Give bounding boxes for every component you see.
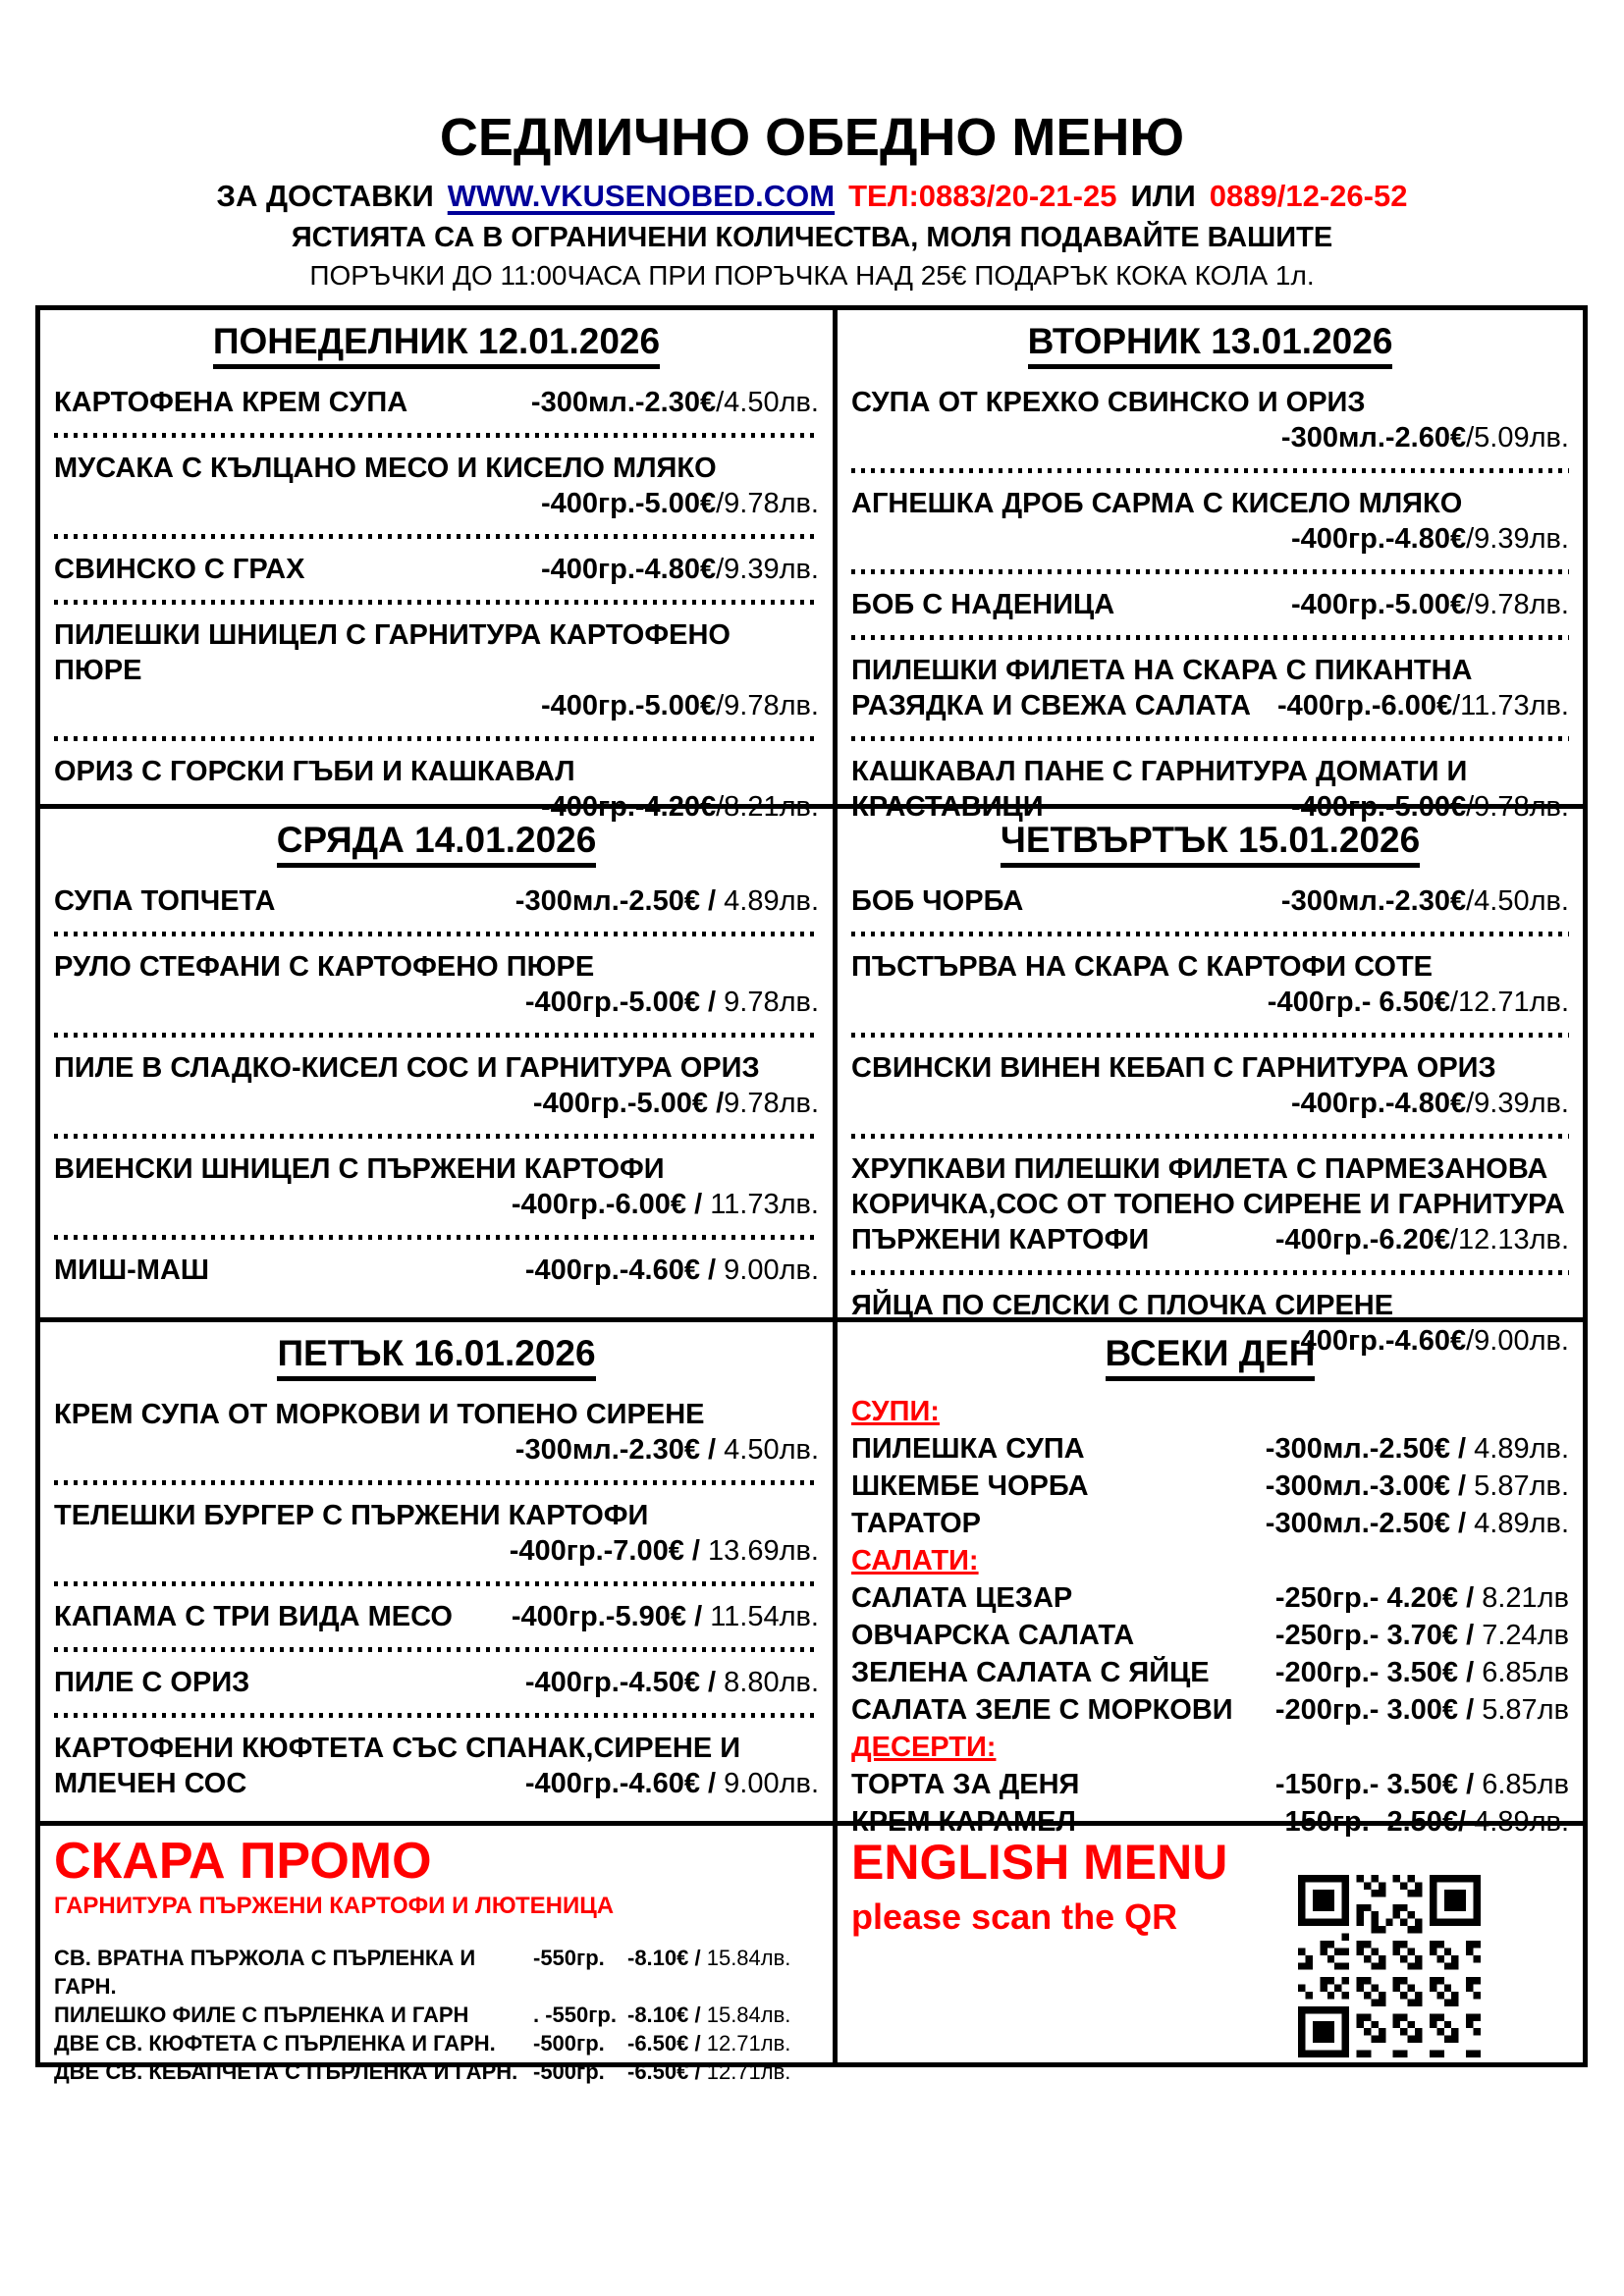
item-price: -400гр.- 6.50€/12.71лв. xyxy=(1267,987,1569,1018)
item-price: -250гр.- 4.20€ / 8.21лв xyxy=(1274,1582,1569,1614)
item-price: -300мл.-2.60€/5.09лв. xyxy=(1280,422,1569,454)
item-name: КОРИЧКА,СОС ОТ ТОПЕНО СИРЕНЕ И ГАРНИТУРА xyxy=(851,1189,1565,1220)
item-name: КАПАМА С ТРИ ВИДА МЕСО xyxy=(54,1601,453,1632)
item-name: ПЪРЖЕНИ КАРТОФИ xyxy=(851,1224,1150,1255)
item-price: -400гр.-5.00€/9.78лв. xyxy=(1290,791,1569,823)
day-header xyxy=(54,320,819,369)
item-name: ХРУПКАВИ ПИЛЕШКИ ФИЛЕТА С ПАРМЕЗАНОВА xyxy=(851,1153,1548,1185)
item-price-line xyxy=(54,1533,819,1569)
item-name: РАЗЯДКА И СВЕЖА САЛАТА xyxy=(851,690,1251,721)
menu-item xyxy=(54,1148,819,1226)
item-price: -6.50€ / 12.71лв. xyxy=(627,2031,791,2056)
everyday-item xyxy=(851,1617,1569,1654)
item-price: -400гр.-7.00€ / 13.69лв. xyxy=(509,1535,819,1567)
day-header-label: ПЕТЪК 16.01.2026 xyxy=(277,1332,595,1381)
item-name: СВИНСКО С ГРАХ xyxy=(54,554,305,585)
item-name: МЛЕЧЕН СОС xyxy=(54,1768,247,1799)
item-name: СВ. ВРАТНА ПЪРЖОЛА С ПЪРЛЕНКА И ГАРН. xyxy=(54,1946,476,1999)
item-price: -8.10€ / 15.84лв. xyxy=(627,1946,791,1970)
weekly-menu-table xyxy=(35,305,1588,2084)
everyday-cell xyxy=(838,1322,1583,1838)
item-name: МУСАКА С КЪЛЦАНО МЕСО И КИСЕЛО МЛЯКО xyxy=(54,453,717,484)
delivery-line xyxy=(0,179,1624,214)
item-name: ПИЛЕ С ОРИЗ xyxy=(54,1667,250,1698)
grill-promo-items xyxy=(54,1944,819,2086)
item-price: -150гр.- 2.50€/ 4.89лв. xyxy=(1274,1806,1569,1838)
item-name: ПИЛЕ В СЛАДКО-КИСЕЛ СОС И ГАРНИТУРА ОРИЗ xyxy=(54,1052,760,1084)
item-price: -400гр.-4.80€/9.39лв. xyxy=(1290,1088,1569,1119)
or-word: ИЛИ xyxy=(1130,179,1196,213)
item-price: -400гр.-4.80€/9.39лв. xyxy=(540,554,819,585)
item-name: КАРТОФЕНИ КЮФТЕТА СЪС СПАНАК,СИРЕНЕ И xyxy=(54,1733,741,1764)
grill-promo-item xyxy=(54,2057,819,2086)
grill-promo-item xyxy=(54,2001,819,2029)
item-price: -400гр.-5.00€/9.78лв. xyxy=(540,488,819,519)
dotted-separator xyxy=(54,534,819,539)
phone-number-2: 0889/12-26-52 xyxy=(1209,179,1408,213)
item-price: -400гр.-4.50€ / 8.80лв. xyxy=(524,1667,819,1698)
item-price-line xyxy=(54,1187,819,1222)
menu-item xyxy=(54,945,819,1024)
everyday-header xyxy=(851,1332,1569,1381)
menu-item xyxy=(851,381,1569,459)
everyday-item xyxy=(851,1468,1569,1505)
item-name: ДВЕ СВ. КЕБАПЧЕТА С ПЪРЛЕНКА И ГАРН. xyxy=(54,2059,518,2084)
menu-item xyxy=(54,447,819,525)
item-name: БОБ С НАДЕНИЦА xyxy=(851,589,1115,620)
item-size: -500гр. xyxy=(533,2059,605,2084)
item-name: ТОРТА ЗА ДЕНЯ xyxy=(851,1769,1080,1800)
day-cell-wednesday xyxy=(40,809,838,1322)
item-name: ПЪСТЪРВА НА СКАРА С КАРТОФИ СОТЕ xyxy=(851,951,1434,983)
item-price-line xyxy=(851,1086,1569,1121)
item-name: ТЕЛЕШКИ БУРГЕР С ПЪРЖЕНИ КАРТОФИ xyxy=(54,1500,649,1531)
item-price: -300мл.-2.30€/4.50лв. xyxy=(530,387,819,418)
menu-item xyxy=(54,548,819,591)
delivery-prefix: ЗА ДОСТАВКИ xyxy=(216,179,434,213)
grill-promo-item xyxy=(54,2029,819,2057)
item-price: -300мл.-2.50€ / 4.89лв. xyxy=(1265,1433,1569,1465)
item-name: ПИЛЕШКА СУПА xyxy=(851,1433,1085,1465)
everyday-item xyxy=(851,1654,1569,1691)
day-items xyxy=(851,381,1569,828)
dotted-separator xyxy=(54,1480,819,1485)
item-price: -300мл.-3.00€ / 5.87лв. xyxy=(1265,1470,1569,1502)
item-name: ОВЧАРСКА САЛАТА xyxy=(851,1620,1135,1651)
item-name: САЛАТА ЗЕЛЕ С МОРКОВИ xyxy=(851,1694,1233,1726)
item-name: ДВЕ СВ. КЮФТЕТА С ПЪРЛЕНКА И ГАРН. xyxy=(54,2031,496,2056)
item-price: -300мл.-2.30€/4.50лв. xyxy=(1280,885,1569,917)
item-name: ПИЛЕШКО ФИЛЕ С ПЪРЛЕНКА И ГАРН xyxy=(54,2002,469,2027)
dotted-separator xyxy=(851,1270,1569,1275)
menu-item xyxy=(851,649,1569,727)
item-name: САЛАТА ЦЕЗАР xyxy=(851,1582,1073,1614)
item-size: . -550гр. xyxy=(533,2002,617,2027)
day-header xyxy=(851,320,1569,369)
phone-number-1: ТЕЛ:0883/20-21-25 xyxy=(848,179,1117,213)
page-title: СЕДМИЧНО ОБЕДНО МЕНЮ xyxy=(439,108,1185,167)
everyday-item xyxy=(851,1505,1569,1542)
item-price-line xyxy=(54,1086,819,1121)
item-name: ПИЛЕШКИ ФИЛЕТА НА СКАРА С ПИКАНТНА xyxy=(851,655,1473,686)
menu-item xyxy=(54,1727,819,1805)
qr-code xyxy=(1298,1875,1481,2057)
item-price: -300мл.-2.30€ / 4.50лв. xyxy=(514,1434,819,1466)
menu-item xyxy=(851,482,1569,561)
item-price: -400гр.-5.00€ /9.78лв. xyxy=(532,1088,819,1119)
dotted-separator xyxy=(54,1713,819,1718)
dotted-separator xyxy=(851,736,1569,741)
dotted-separator xyxy=(54,1647,819,1652)
dotted-separator xyxy=(54,1235,819,1240)
dotted-separator xyxy=(54,433,819,438)
day-header-label: ПОНЕДЕЛНИК 12.01.2026 xyxy=(213,320,660,369)
item-price: -8.10€ / 15.84лв. xyxy=(627,2002,791,2027)
item-name: СВИНСКИ ВИНЕН КЕБАП С ГАРНИТУРА ОРИЗ xyxy=(851,1052,1496,1084)
day-header-label: СРЯДА 14.01.2026 xyxy=(277,819,597,868)
dotted-separator xyxy=(54,1134,819,1139)
notice-line-1: ЯСТИЯТА СА В ОГРАНИЧЕНИ КОЛИЧЕСТВА, МОЛЯ ПОДАВАЙТЕ ВАШИТЕ xyxy=(291,222,1333,253)
item-price: -400гр.-6.00€ / 11.73лв. xyxy=(511,1189,819,1220)
item-price: -6.50€ / 12.71лв. xyxy=(627,2059,791,2084)
item-price: -400гр.-4.60€ / 9.00лв. xyxy=(524,1768,819,1799)
item-price: -400гр.-6.00€/11.73лв. xyxy=(1277,690,1569,721)
menu-item xyxy=(54,880,819,923)
dotted-separator xyxy=(851,1134,1569,1139)
dotted-separator xyxy=(54,736,819,741)
category-label: СУПИ: xyxy=(851,1396,940,1427)
item-name: ЯЙЦА ПО СЕЛСКИ С ПЛОЧКА СИРЕНЕ xyxy=(851,1290,1394,1321)
item-price: -400гр.-5.00€/9.78лв. xyxy=(1290,589,1569,620)
category-label: ДЕСЕРТИ: xyxy=(851,1732,997,1763)
dotted-separator xyxy=(54,932,819,936)
item-price: -150гр.- 3.50€ / 6.85лв xyxy=(1274,1769,1569,1800)
menu-item xyxy=(851,1148,1569,1261)
day-cell-monday xyxy=(40,310,838,823)
item-price: -200гр.- 3.00€ / 5.87лв xyxy=(1274,1694,1569,1726)
grill-promo-cell xyxy=(40,1826,838,2084)
dotted-separator xyxy=(851,635,1569,640)
menu-item xyxy=(54,1595,819,1638)
menu-item xyxy=(54,1494,819,1573)
item-name: СУПА ОТ КРЕХКО СВИНСКО И ОРИЗ xyxy=(851,387,1366,418)
menu-item xyxy=(851,880,1569,923)
item-price: -300мл.-2.50€ / 4.89лв. xyxy=(1265,1508,1569,1539)
item-price-line xyxy=(54,1432,819,1468)
item-price: -400гр.-5.00€ / 9.78лв. xyxy=(524,987,819,1018)
notice-line-2: ПОРЪЧКИ ДО 11:00ЧАСА ПРИ ПОРЪЧКА НАД 25€ ПОДАРЪК КОКА КОЛА 1л. xyxy=(309,260,1315,291)
menu-item xyxy=(54,1661,819,1704)
day-header xyxy=(54,819,819,868)
item-name: БОБ ЧОРБА xyxy=(851,885,1024,917)
item-name: КАШКАВАЛ ПАНЕ С ГАРНИТУРА ДОМАТИ И xyxy=(851,756,1468,787)
item-name: АГНЕШКА ДРОБ САРМА С КИСЕЛО МЛЯКО xyxy=(851,488,1463,519)
dotted-separator xyxy=(851,569,1569,574)
day-header xyxy=(851,819,1569,868)
grill-promo-item xyxy=(54,1944,819,2001)
day-items xyxy=(54,381,819,828)
item-name: ПИЛЕШКИ ШНИЦЕЛ С ГАРНИТУРА КАРТОФЕНО ПЮРЕ xyxy=(54,619,731,686)
day-cell-tuesday xyxy=(838,310,1583,823)
day-header-label: ЧЕТВЪРТЪК 15.01.2026 xyxy=(1001,819,1420,868)
dotted-separator xyxy=(54,1581,819,1586)
dotted-separator xyxy=(54,600,819,605)
grill-promo-subtitle: ГАРНИТУРА ПЪРЖЕНИ КАРТОФИ И ЛЮТЕНИЦА xyxy=(54,1893,615,1919)
dotted-separator xyxy=(54,1033,819,1038)
menu-item xyxy=(54,381,819,424)
item-name: КРАСТАВИЦИ xyxy=(851,791,1044,823)
item-price-line xyxy=(54,688,819,723)
item-price: -400гр.-4.80€/9.39лв. xyxy=(1290,523,1569,555)
item-price: -400гр.-4.60€/9.00лв. xyxy=(1290,1325,1569,1357)
item-name: ШКЕМБЕ ЧОРБА xyxy=(851,1470,1089,1502)
item-name: ВИЕНСКИ ШНИЦЕЛ С ПЪРЖЕНИ КАРТОФИ xyxy=(54,1153,665,1185)
day-cell-friday xyxy=(40,1322,838,1826)
everyday-item xyxy=(851,1766,1569,1803)
item-name: КРЕМ СУПА ОТ МОРКОВИ И ТОПЕНО СИРЕНЕ xyxy=(54,1399,705,1430)
item-price: -400гр.-5.90€ / 11.54лв. xyxy=(511,1601,819,1632)
everyday-header-label: ВСЕКИ ДЕН xyxy=(1106,1332,1316,1381)
menu-item xyxy=(54,1046,819,1125)
everyday-item xyxy=(851,1691,1569,1729)
dotted-separator xyxy=(851,932,1569,936)
item-price-line xyxy=(54,985,819,1020)
item-price: -400гр.-4.20€/8.21лв. xyxy=(540,791,819,823)
item-price: -250гр.- 3.70€ / 7.24лв xyxy=(1274,1620,1569,1651)
item-price-line xyxy=(54,486,819,521)
menu-item xyxy=(851,583,1569,626)
item-price-line xyxy=(851,521,1569,557)
english-menu-cell xyxy=(838,1826,1583,2062)
item-name: КРЕМ КАРАМЕЛ xyxy=(851,1806,1076,1838)
day-items xyxy=(54,1393,819,1805)
item-size: -500гр. xyxy=(533,2031,605,2056)
day-header xyxy=(54,1332,819,1381)
grill-promo-title: СКАРА ПРОМО xyxy=(54,1833,432,1890)
item-price: -400гр.-6.20€/12.13лв. xyxy=(1274,1224,1569,1255)
menu-item xyxy=(54,614,819,727)
item-price: -400гр.-5.00€/9.78лв. xyxy=(540,690,819,721)
day-items xyxy=(851,880,1569,1362)
day-items xyxy=(54,880,819,1292)
item-price: -300мл.-2.50€ / 4.89лв. xyxy=(514,885,819,917)
item-name: МИШ-МАШ xyxy=(54,1255,210,1286)
menu-item xyxy=(54,1393,819,1471)
everyday-items xyxy=(851,1393,1569,1841)
category-label: САЛАТИ: xyxy=(851,1545,979,1576)
item-size: -550гр. xyxy=(533,1946,605,1970)
english-menu-subtitle: please scan the QR xyxy=(851,1896,1178,1937)
item-price-line xyxy=(851,985,1569,1020)
website-link[interactable]: WWW.VKUSENOBED.COM xyxy=(447,179,836,213)
dotted-separator xyxy=(851,1033,1569,1038)
item-price: -200гр.- 3.50€ / 6.85лв xyxy=(1274,1657,1569,1688)
item-name: СУПА ТОПЧЕТА xyxy=(54,885,276,917)
item-name: ЗЕЛЕНА САЛАТА С ЯЙЦЕ xyxy=(851,1657,1210,1688)
menu-item xyxy=(851,1046,1569,1125)
everyday-item xyxy=(851,1579,1569,1617)
item-price: -400гр.-4.60€ / 9.00лв. xyxy=(524,1255,819,1286)
day-header-label: ВТОРНИК 13.01.2026 xyxy=(1028,320,1393,369)
item-name: КАРТОФЕНА КРЕМ СУПА xyxy=(54,387,408,418)
item-name: ОРИЗ С ГОРСКИ ГЪБИ И КАШКАВАЛ xyxy=(54,756,575,787)
menu-item xyxy=(851,945,1569,1024)
everyday-item xyxy=(851,1430,1569,1468)
dotted-separator xyxy=(851,468,1569,473)
item-name: ТАРАТОР xyxy=(851,1508,982,1539)
item-name: РУЛО СТЕФАНИ С КАРТОФЕНО ПЮРЕ xyxy=(54,951,595,983)
english-menu-title: ENGLISH MENU xyxy=(851,1835,1228,1890)
item-price-line xyxy=(851,420,1569,455)
page-header xyxy=(0,0,1624,292)
menu-item xyxy=(54,1249,819,1292)
